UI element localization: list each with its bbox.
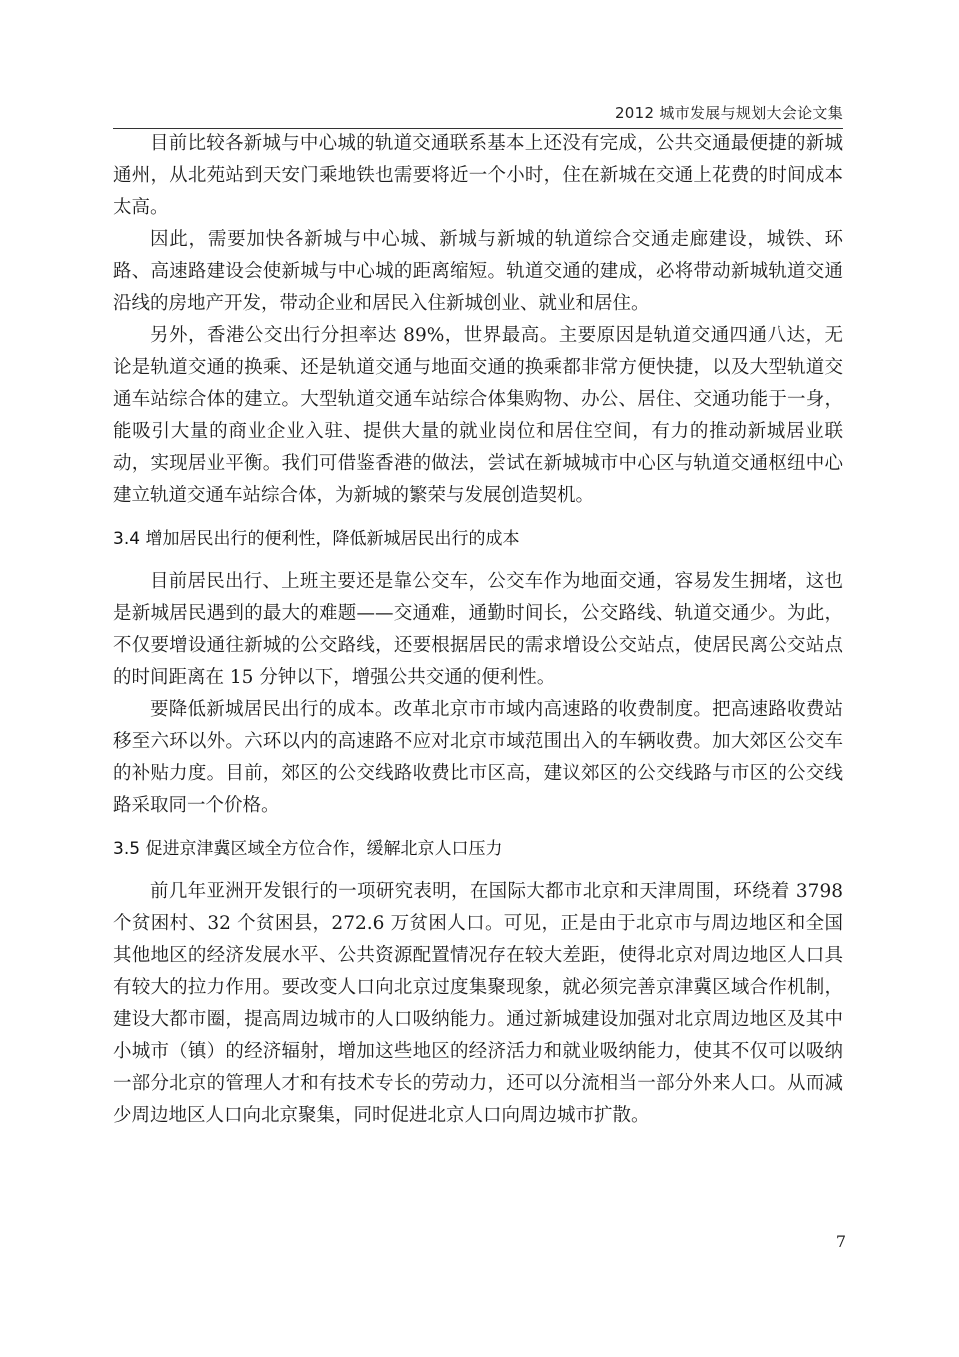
body-paragraph: 因此，需要加快各新城与中心城、新城与新城的轨道综合交通走廊建设，城铁、环路、高速路建设会使新城与中心城的距离缩短。轨道交通的建成，必将带动新城轨道交通沿线的房地产开发，带动企业和居民入住新城创业、就业和居住。 — [113, 229, 843, 314]
body-paragraph: 另外，香港公交出行分担率达 89%，世界最高。主要原因是轨道交通四通八达，无论是轨道交通的换乘、还是轨道交通与地面交通的换乘都非常方便快捷，以及大型轨道交通车站综合体的建立。大型轨道交通车站综合体集购物、办公、居住、交通功能于一身，能吸引大量的商业企业入驻、提供大量的就业岗位和居住空间，有力的推动新城居业联动，实现居业平衡。我们可借鉴香港的做法，尝试在新城城市中心区与轨道交通枢纽中心建立轨道交通车站综合体，为新城的繁荣与发展创造契机。 — [113, 325, 843, 506]
section-heading-3-4: 3.4 增加居民出行的便利性，降低新城居民出行的成本 — [113, 529, 520, 549]
body-paragraph: 目前居民出行、上班主要还是靠公交车，公交车作为地面交通，容易发生拥堵，这也是新城居民遇到的最大的难题——交通难，通勤时间长，公交路线、轨道交通少。为此，不仅要增设通往新城的公交路线，还要根据居民的需求增设公交站点，使居民离公交站点的时间距离在 15 分钟以下，增强公共交通的便利性。 — [113, 571, 843, 688]
header-title: 2012 城市发展与规划大会论文集 — [614, 104, 843, 122]
page-body — [113, 128, 843, 1132]
body-paragraph: 目前比较各新城与中心城的轨道交通联系基本上还没有完成，公共交通最便捷的新城通州，从北苑站到天安门乘地铁也需要将近一个小时，住在新城在交通上花费的时间成本太高。 — [113, 133, 843, 218]
section-heading-3-5: 3.5 促进京津冀区域全方位合作，缓解北京人口压力 — [113, 839, 503, 859]
body-paragraph: 前几年亚洲开发银行的一项研究表明，在国际大都市北京和天津周围，环绕着 3798 个贫困村、32 个贫困县，272.6 万贫困人口。可见，正是由于北京市与周边地区和全国其他地区的经济发展水平、公共资源配置情况存在较大差距，使得北京对周边地区人口具有较大的拉力作用。要改变人口向北京过度集聚现象，就必须完善京津冀区域合作机制，建设大都市圈，提高周边城市的人口吸纳能力。通过新城建设加强对北京周边地区及其中小城市（镇）的经济辐射，增加这些地区的经济活力和就业吸纳能力，使其不仅可以吸纳一部分北京的管理人才和有技术专长的劳动力，还可以分流相当一部分外来人口。从而减少周边地区人口向北京聚集，同时促进北京人口向周边城市扩散。 — [113, 881, 843, 1126]
page-number: 7 — [835, 1232, 846, 1251]
running-header — [113, 102, 843, 129]
body-paragraph: 要降低新城居民出行的成本。改革北京市市域内高速路的收费制度。把高速路收费站移至六环以外。六环以内的高速路不应对北京市域范围出入的车辆收费。加大郊区公交车的补贴力度。目前，郊区的公交线路收费比市区高，建议郊区的公交线路与市区的公交线路采取同一个价格。 — [113, 699, 843, 816]
